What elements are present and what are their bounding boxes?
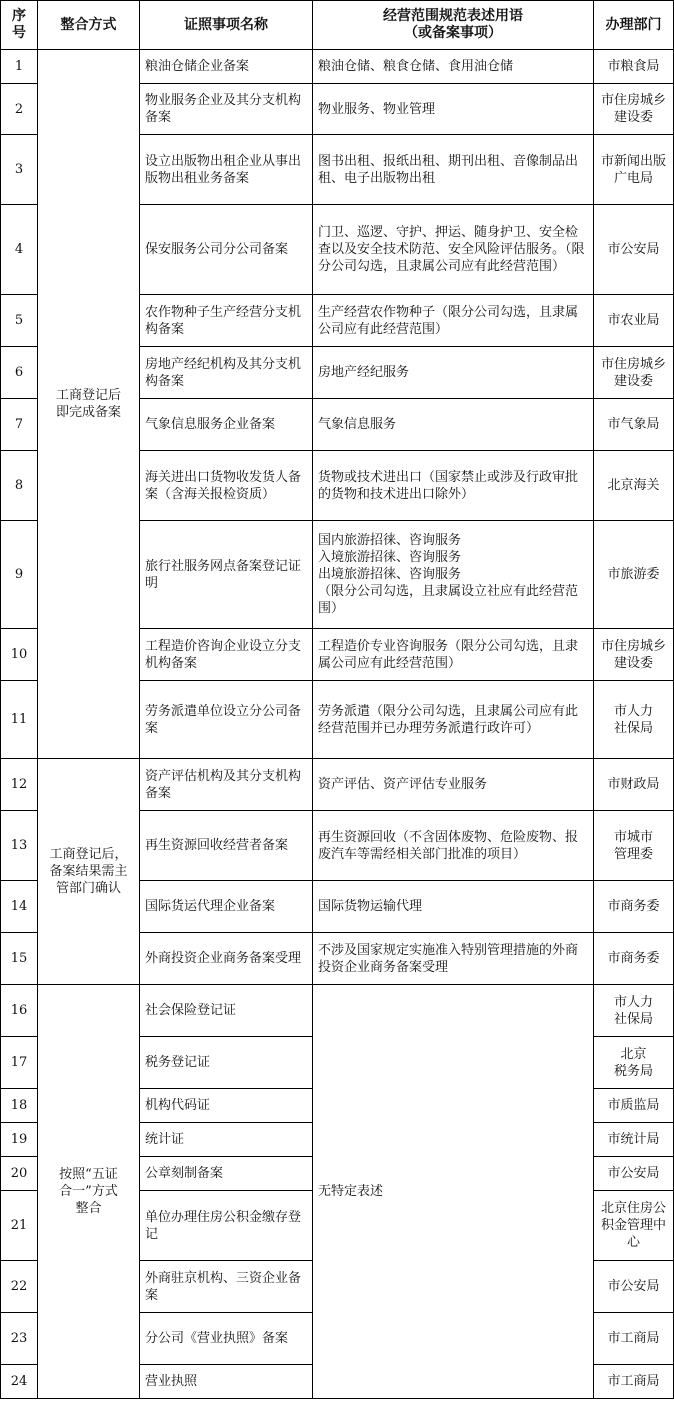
department: 市人力 社保局 [594, 985, 674, 1037]
item-name: 单位办理住房公积金缴存登记 [140, 1191, 313, 1261]
item-name: 房地产经纪机构及其分支机构备案 [140, 347, 313, 399]
category-cell: 工商登记后， 备案结果需主 管部门确认 [38, 759, 140, 985]
item-name: 保安服务公司分公司备案 [140, 205, 313, 295]
department: 市统计局 [594, 1123, 674, 1157]
department: 市住房城乡建设委 [594, 347, 674, 399]
item-name: 国际货运代理企业备案 [140, 881, 313, 933]
row-number: 15 [1, 933, 38, 985]
row-number: 12 [1, 759, 38, 811]
item-name: 机构代码证 [140, 1089, 313, 1123]
row-number: 4 [1, 205, 38, 295]
row-number: 9 [1, 521, 38, 629]
item-name: 气象信息服务企业备案 [140, 399, 313, 451]
item-name: 再生资源回收经营者备案 [140, 811, 313, 881]
header-no: 序号 [1, 1, 38, 50]
item-name: 社会保险登记证 [140, 985, 313, 1037]
department: 市城市 管理委 [594, 811, 674, 881]
item-name: 营业执照 [140, 1365, 313, 1399]
department: 市旅游委 [594, 521, 674, 629]
row-number: 7 [1, 399, 38, 451]
row-number: 17 [1, 1037, 38, 1089]
header-name: 证照事项名称 [140, 1, 313, 50]
table-row [1, 759, 674, 811]
department: 市农业局 [594, 295, 674, 347]
department: 市公安局 [594, 205, 674, 295]
scope-text: 气象信息服务 [313, 399, 594, 451]
row-number: 14 [1, 881, 38, 933]
department: 市住房城乡建设委 [594, 84, 674, 135]
department: 市新闻出版广电局 [594, 135, 674, 205]
department: 市公安局 [594, 1157, 674, 1191]
item-name: 分公司《营业执照》备案 [140, 1313, 313, 1365]
row-number: 10 [1, 629, 38, 681]
header-scope: 经营范围规范表述用语 （或备案事项） [313, 1, 594, 50]
department: 市人力 社保局 [594, 681, 674, 759]
category-cell: 工商登记后 即完成备案 [38, 50, 140, 759]
row-number: 23 [1, 1313, 38, 1365]
row-number: 2 [1, 84, 38, 135]
department: 市商务委 [594, 881, 674, 933]
row-number: 22 [1, 1261, 38, 1313]
category-cell: 按照“五证 合一”方式 整合 [38, 985, 140, 1399]
item-name: 工程造价咨询企业设立分支机构备案 [140, 629, 313, 681]
scope-text: 工程造价专业咨询服务（限分公司勾选，且隶属公司应有此经营范围） [313, 629, 594, 681]
item-name: 海关进出口货物收发货人备案（含海关报检资质） [140, 451, 313, 521]
department: 市住房城乡建设委 [594, 629, 674, 681]
scope-text: 生产经营农作物种子（限分公司勾选，且隶属公司应有此经营范围） [313, 295, 594, 347]
department: 北京海关 [594, 451, 674, 521]
row-number: 16 [1, 985, 38, 1037]
table-header-row [1, 1, 674, 50]
row-number: 8 [1, 451, 38, 521]
row-number: 21 [1, 1191, 38, 1261]
scope-text: 物业服务、物业管理 [313, 84, 594, 135]
scope-text: 劳务派遣（限分公司勾选，且隶属公司应有此经营范围并已办理劳务派遣行政许可） [313, 681, 594, 759]
scope-text: 不涉及国家规定实施准入特别管理措施的外商投资企业商务备案受理 [313, 933, 594, 985]
department: 市工商局 [594, 1313, 674, 1365]
row-number: 3 [1, 135, 38, 205]
table-row [1, 985, 674, 1037]
scope-text: 门卫、巡逻、守护、押运、随身护卫、安全检查以及安全技术防范、安全风险评估服务。（限分公司勾选，且隶属公司应有此经营范围） [313, 205, 594, 295]
item-name: 旅行社服务网点备案登记证明 [140, 521, 313, 629]
scope-text: 粮油仓储、粮食仓储、食用油仓储 [313, 50, 594, 84]
department: 市财政局 [594, 759, 674, 811]
scope-text: 国际货物运输代理 [313, 881, 594, 933]
scope-text: 房地产经纪服务 [313, 347, 594, 399]
department: 市粮食局 [594, 50, 674, 84]
row-number: 5 [1, 295, 38, 347]
department: 市气象局 [594, 399, 674, 451]
scope-text: 无特定表述 [313, 985, 594, 1399]
item-name: 设立出版物出租企业从事出版物出租业务备案 [140, 135, 313, 205]
row-number: 19 [1, 1123, 38, 1157]
item-name: 粮油仓储企业备案 [140, 50, 313, 84]
department: 北京住房公积金管理中心 [594, 1191, 674, 1261]
department: 市工商局 [594, 1365, 674, 1399]
row-number: 20 [1, 1157, 38, 1191]
scope-text: 图书出租、报纸出租、期刊出租、音像制品出租、电子出版物出租 [313, 135, 594, 205]
row-number: 18 [1, 1089, 38, 1123]
scope-text: 货物或技术进出口（国家禁止或涉及行政审批的货物和技术进出口除外） [313, 451, 594, 521]
item-name: 资产评估机构及其分支机构备案 [140, 759, 313, 811]
item-name: 外商驻京机构、三资企业备案 [140, 1261, 313, 1313]
header-dept: 办理部门 [594, 1, 674, 50]
item-name: 统计证 [140, 1123, 313, 1157]
row-number: 24 [1, 1365, 38, 1399]
item-name: 农作物种子生产经营分支机构备案 [140, 295, 313, 347]
item-name: 税务登记证 [140, 1037, 313, 1089]
department: 市质监局 [594, 1089, 674, 1123]
department: 市商务委 [594, 933, 674, 985]
row-number: 1 [1, 50, 38, 84]
item-name: 劳务派遣单位设立分公司备案 [140, 681, 313, 759]
item-name: 公章刻制备案 [140, 1157, 313, 1191]
scope-text: 再生资源回收（不含固体废物、危险废物、报废汽车等需经相关部门批准的项目） [313, 811, 594, 881]
header-method: 整合方式 [38, 1, 140, 50]
item-name: 物业服务企业及其分支机构备案 [140, 84, 313, 135]
table-row [1, 50, 674, 84]
row-number: 11 [1, 681, 38, 759]
row-number: 6 [1, 347, 38, 399]
department: 北京 税务局 [594, 1037, 674, 1089]
scope-text: 资产评估、资产评估专业服务 [313, 759, 594, 811]
item-name: 外商投资企业商务备案受理 [140, 933, 313, 985]
row-number: 13 [1, 811, 38, 881]
scope-text: 国内旅游招徕、咨询服务 入境旅游招徕、咨询服务 出境旅游招徕、咨询服务 （限分公司勾选，且隶属设立社应有此经营范围） [313, 521, 594, 629]
department: 市公安局 [594, 1261, 674, 1313]
